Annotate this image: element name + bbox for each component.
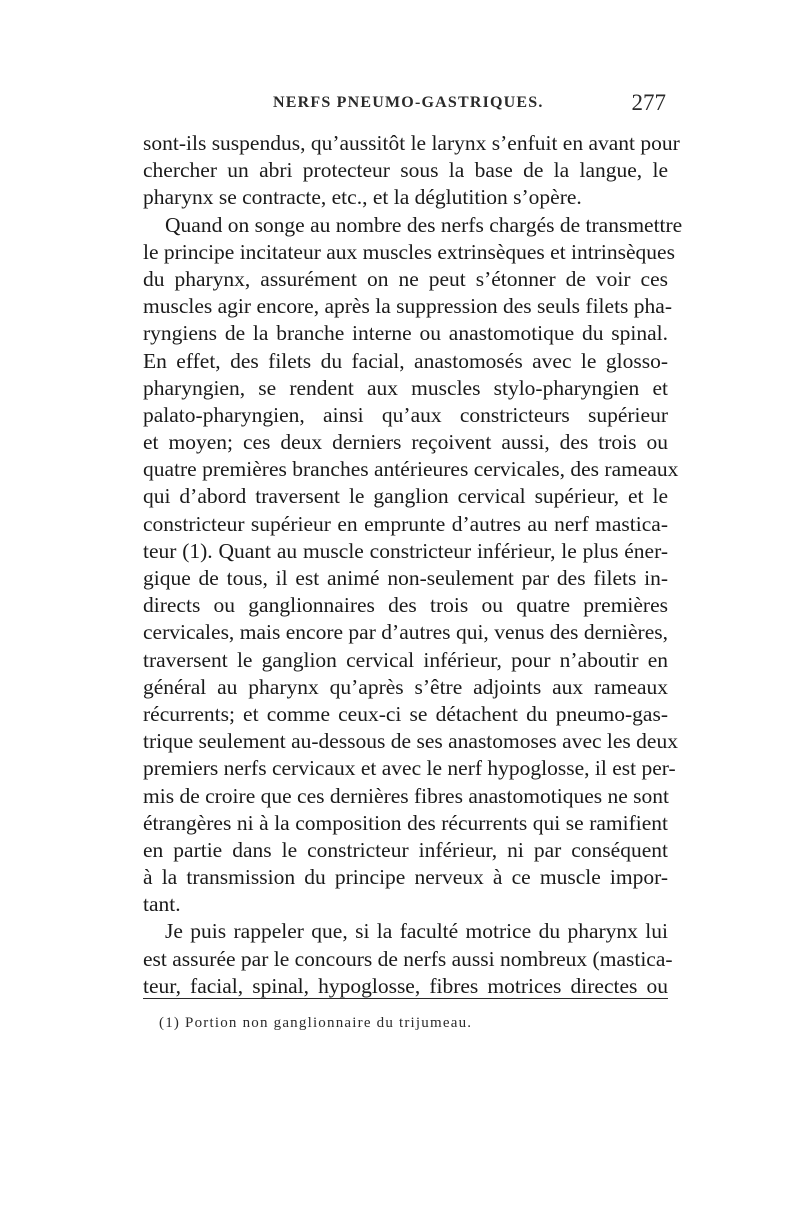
text-line: pharynx se contracte, etc., et la déglutition s’opère.	[143, 185, 582, 210]
text-line: trique seulement au-dessous de ses anastomoses avec les deux	[143, 729, 678, 754]
footnote-rule	[143, 998, 668, 999]
text-line: teur (1). Quant au muscle constricteur inférieur, le plus éner-	[143, 538, 668, 563]
text-line: du pharynx, assurément on ne peut s’étonner de voir ces	[143, 266, 668, 291]
footnote: (1) Portion non ganglionnaire du trijumeau.	[159, 1015, 473, 1031]
text-line: constricteur supérieur en emprunte d’autres au nerf mastica-	[143, 511, 668, 536]
page-header	[143, 92, 668, 124]
text-line: qui d’abord traversent le ganglion cervical supérieur, et le	[143, 484, 668, 509]
text-line: traversent le ganglion cervical inférieur, pour n’aboutir en	[143, 647, 668, 672]
text-line: et moyen; ces deux derniers reçoivent aussi, des trois ou	[143, 430, 668, 455]
page-number: 277	[631, 90, 666, 115]
text-line: En effet, des filets du facial, anastomosés avec le glosso-	[143, 348, 668, 373]
text-line: premiers nerfs cervicaux et avec le nerf hypoglosse, il est per-	[143, 756, 676, 781]
text-line: en partie dans le constricteur inférieur, ni par conséquent	[143, 837, 668, 862]
text-line: à la transmission du principe nerveux à ce muscle impor-	[143, 865, 668, 890]
text-line: pharyngien, se rendent aux muscles stylo-pharyngien et	[143, 375, 668, 400]
text-line: récurrents; et comme ceux-ci se détachent du pneumo-gas-	[143, 701, 668, 726]
text-line: le principe incitateur aux muscles extrinsèques et intrinsèques	[143, 239, 675, 264]
running-title: NERFS PNEUMO-GASTRIQUES.	[273, 94, 544, 111]
text-line: Quand on songe au nombre des nerfs chargés de transmettre	[165, 212, 683, 237]
text-line: Je puis rappeler que, si la faculté motrice du pharynx lui	[165, 919, 668, 944]
text-line: mis de croire que ces dernières fibres anastomotiques ne sont	[143, 783, 669, 808]
text-line: palato-pharyngien, ainsi qu’aux constricteurs supérieur	[143, 402, 668, 427]
text-line: chercher un abri protecteur sous la base de la langue, le	[143, 158, 668, 183]
body-text	[143, 130, 683, 1000]
text-line: quatre premières branches antérieures cervicales, des rameaux	[143, 457, 679, 482]
text-line: gique de tous, il est animé non-seulement par des filets in-	[143, 566, 668, 590]
text-line: est assurée par le concours de nerfs aussi nombreux (mastica-	[143, 946, 673, 971]
book-page	[143, 90, 683, 1172]
text-line: directs ou ganglionnaires des trois ou quatre premières	[143, 593, 668, 618]
text-line: sont-ils suspendus, qu’aussitôt le larynx s’enfuit en avant pour	[143, 131, 680, 155]
text-line: étrangères ni à la composition des récurrents qui se ramifient	[143, 810, 668, 835]
text-line: général au pharynx qu’après s’être adjoints aux rameaux	[143, 674, 668, 699]
text-line: muscles agir encore, après la suppression des seuls filets pha-	[143, 294, 672, 319]
text-line: teur, facial, spinal, hypoglosse, fibres motrices directes ou	[143, 973, 668, 998]
text-line: ryngiens de la branche interne ou anastomotique du spinal.	[143, 321, 668, 346]
text-line: cervicales, mais encore par d’autres qui, venus des dernières,	[143, 620, 668, 645]
text-line: tant.	[143, 892, 181, 917]
